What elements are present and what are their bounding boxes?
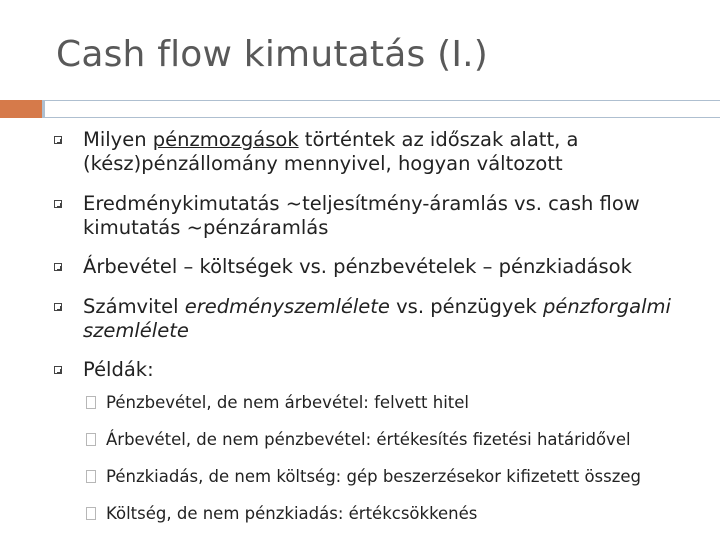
example-text: Költség, de nem pénzkiadás: értékcsökkenés bbox=[106, 504, 478, 523]
bullet-text: Árbevétel – költségek vs. pénzbevételek – pénzkiadások bbox=[83, 255, 632, 278]
bullet-text-part: vs. pénzügyek bbox=[389, 295, 543, 318]
square-bullet-icon bbox=[54, 136, 62, 144]
bullet-item-revenue-costs bbox=[52, 255, 692, 279]
bullet-text: Példák: bbox=[83, 358, 154, 381]
square-bullet-icon bbox=[54, 366, 62, 374]
title-accent-bar bbox=[0, 100, 42, 118]
bullet-underlined-term: pénzmozgások bbox=[152, 128, 299, 151]
example-item bbox=[86, 429, 706, 451]
example-text: Pénzkiadás, de nem költség: gép beszerzésekor kifizetett összeg bbox=[106, 467, 642, 486]
example-text: Pénzbevétel, de nem árbevétel: felvett hitel bbox=[106, 393, 469, 412]
example-item bbox=[86, 466, 706, 488]
bullet-italic-term: eredményszemlélete bbox=[184, 295, 390, 318]
box-bullet-icon bbox=[86, 433, 96, 446]
title-rule-tick bbox=[42, 100, 45, 118]
bullet-text: Eredménykimutatás ~teljesítmény-áramlás vs. cash flow kimutatás ~pénzáramlás bbox=[83, 192, 640, 239]
bullet-text-part: történtek az időszak alatt, a (kész)pénzállomány mennyivel, hogyan változott bbox=[83, 128, 579, 175]
bullet-item-examples bbox=[52, 358, 692, 382]
example-list bbox=[86, 392, 706, 540]
box-bullet-icon bbox=[86, 507, 96, 520]
example-item bbox=[86, 392, 706, 414]
example-item bbox=[86, 503, 706, 525]
bullet-item-accounting-view bbox=[52, 295, 692, 343]
bullet-item-income-statement bbox=[52, 192, 692, 240]
example-text: Árbevétel, de nem pénzbevétel: értékesítés fizetési határidővel bbox=[106, 430, 631, 449]
box-bullet-icon bbox=[86, 470, 96, 483]
box-bullet-icon bbox=[86, 396, 96, 409]
bullet-item-money-movements bbox=[52, 128, 692, 176]
slide-title: Cash flow kimutatás (I.) bbox=[56, 34, 489, 75]
bullet-text-part: Számvitel bbox=[83, 295, 185, 318]
bullet-list bbox=[52, 128, 692, 382]
square-bullet-icon bbox=[54, 303, 62, 311]
bullet-text-part: Milyen bbox=[83, 128, 153, 151]
title-rule-bar bbox=[42, 100, 720, 118]
square-bullet-icon bbox=[54, 263, 62, 271]
bullet-italic-term: pénzforgalmi szemlélete bbox=[83, 295, 671, 342]
square-bullet-icon bbox=[54, 200, 62, 208]
